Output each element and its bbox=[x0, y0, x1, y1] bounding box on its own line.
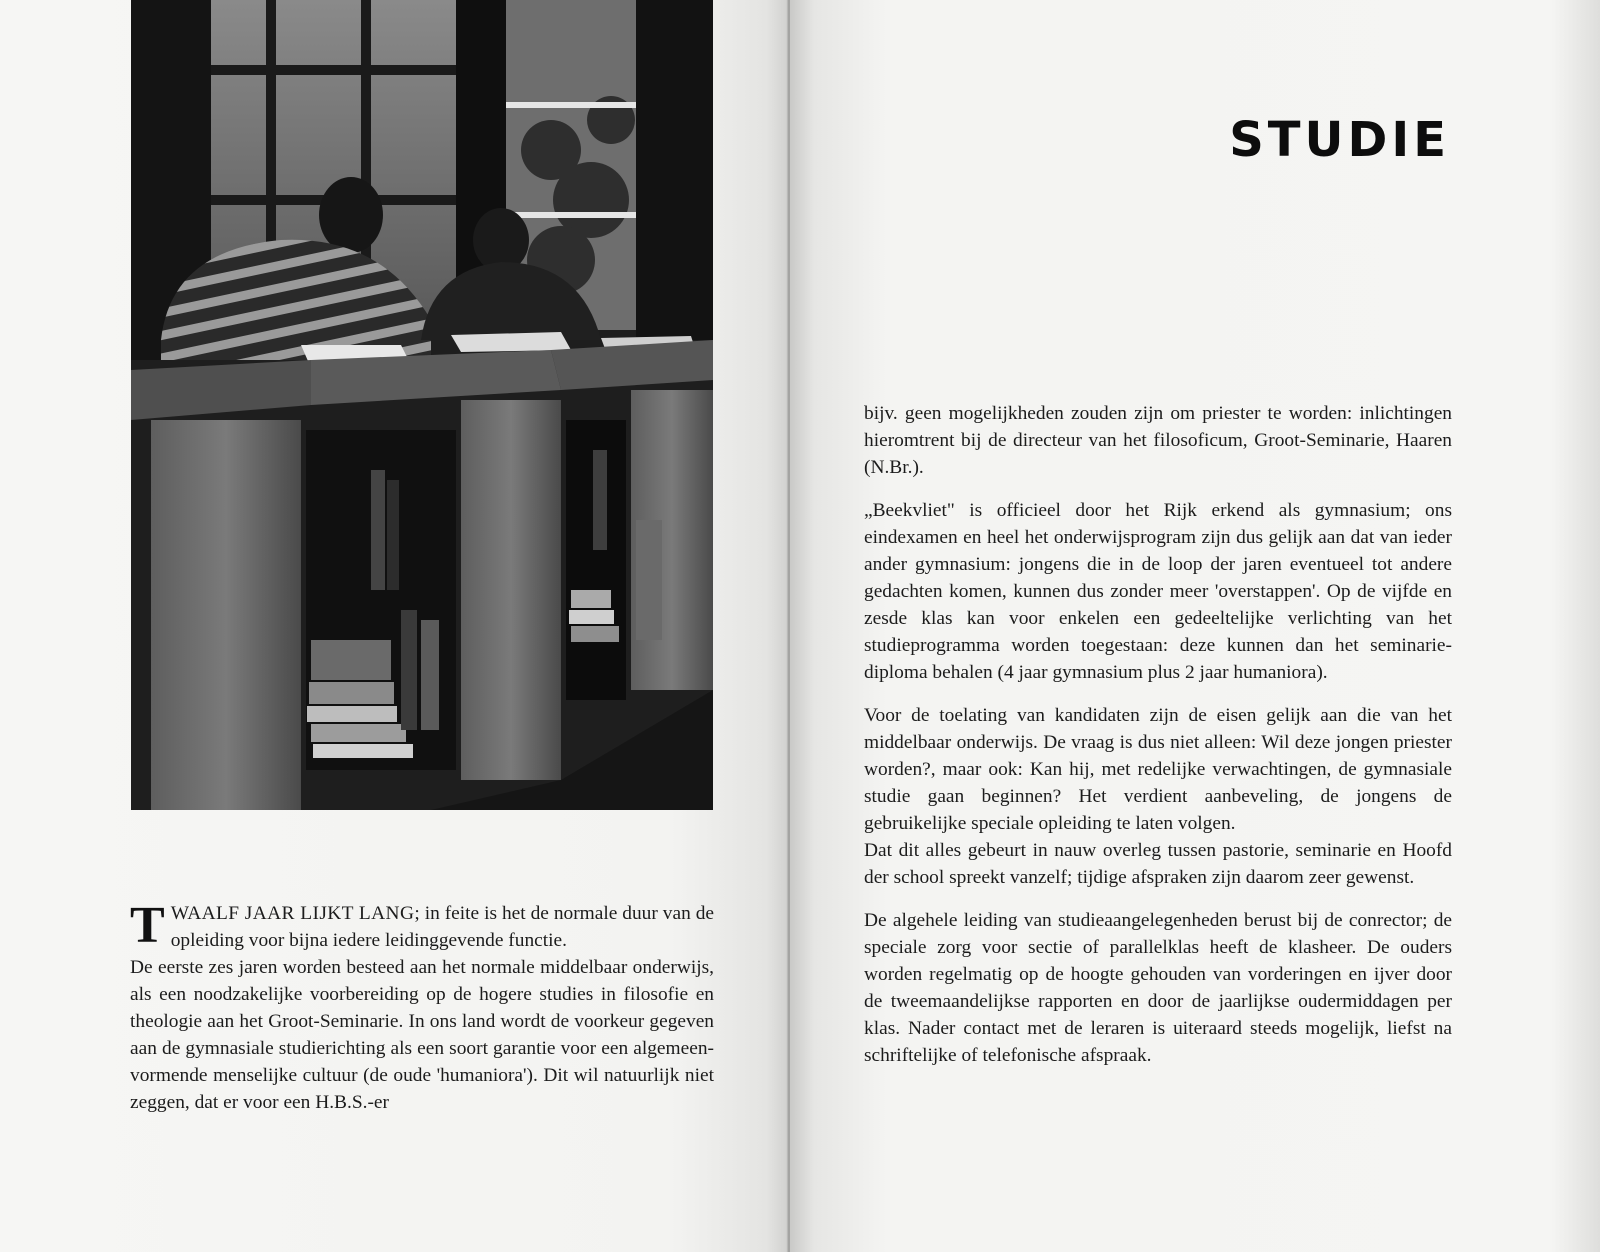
right-paragraph-1: bijv. geen mogelijkheden zouden zijn om priester te worden: inlichtingen hieromtrent bij de directeur van het filosoficum, Groot-Seminarie, Haaren (N.Br.). bbox=[864, 403, 1452, 478]
page-title: STUDIE bbox=[1229, 112, 1450, 168]
intro-text: ; in feite is het de normale duur van de opleiding voor bijna iedere leidinggevende functie. bbox=[170, 903, 715, 951]
left-paragraph: De eerste zes jaren worden besteed aan het normale middelbaar onderwijs, als een noodzakelijke voorbereiding op de hogere studies in filosofie en theologie aan het Groot-Seminarie. In ons land wordt de voorkeur gegeven aan de gymnasiale studierichting als een soort garantie voor een algemeen-vormende menselijke cultuur (de oude 'humaniora'). Dit wil natuurlijk niet zeggen, dat er voor een H.B.S.-er bbox=[130, 957, 714, 1113]
left-page bbox=[0, 0, 790, 1252]
right-body-text bbox=[864, 400, 1452, 1085]
photo-illustration bbox=[131, 0, 713, 810]
drop-cap: T bbox=[130, 897, 165, 954]
right-paragraph-2: „Beekvliet" is officieel door het Rijk erkend als gymnasium; ons eindexamen en heel het onderwijsprogram zijn dus gelijk aan dat van ieder ander gymnasium: jongens die in de loop der jaren eventueel tot andere gedachten komen, kunnen dus zonder meer 'overstappen'. Op de vijfde en zesde klas kan voor enkelen een gedeeltelijke verlichting van het studieprogramma worden toegestaan: deze kunnen dan het seminarie-diploma behalen (4 jaar gymnasium plus 2 jaar humaniora). bbox=[864, 500, 1452, 683]
intro-paragraph bbox=[130, 897, 715, 954]
right-paragraph-4: Dat dit alles gebeurt in nauw overleg tussen pastorie, seminarie en Hoofd der school spreekt vanzelf; tijdige afspraken zijn daarom zeer gewenst. bbox=[864, 840, 1452, 888]
right-paragraph-3: Voor de toelating van kandidaten zijn de eisen gelijk aan die van het middelbaar onderwijs. De vraag is dus niet alleen: Wil deze jongen priester worden?, maar ook: Kan hij, met redelijke verwachtingen, de gymnasiale studie gaan beginnen? Het verdient aanbeveling, de jongens de gebruikelijke speciale opleiding te laten volgen. bbox=[864, 705, 1452, 834]
left-body-text bbox=[130, 897, 715, 1116]
right-paragraph-5: De algehele leiding van studieaangelegenheden berust bij de conrector; de speciale zorg voor sectie of parallelklas heeft de klasheer. De ouders worden regelmatig op de hoogte gehouden van vorderingen en ijver door de tweemaandelijkse rapporten en door de jaarlijkse oudermiddagen per klas. Nader contact met de leraren is uiteraard steeds mogelijk, liefst na schriftelijke of telefonische afspraak. bbox=[864, 910, 1452, 1066]
photo-students-at-desks bbox=[131, 0, 713, 810]
intro-lead: WAALF JAAR LIJKT LANG bbox=[170, 903, 415, 924]
